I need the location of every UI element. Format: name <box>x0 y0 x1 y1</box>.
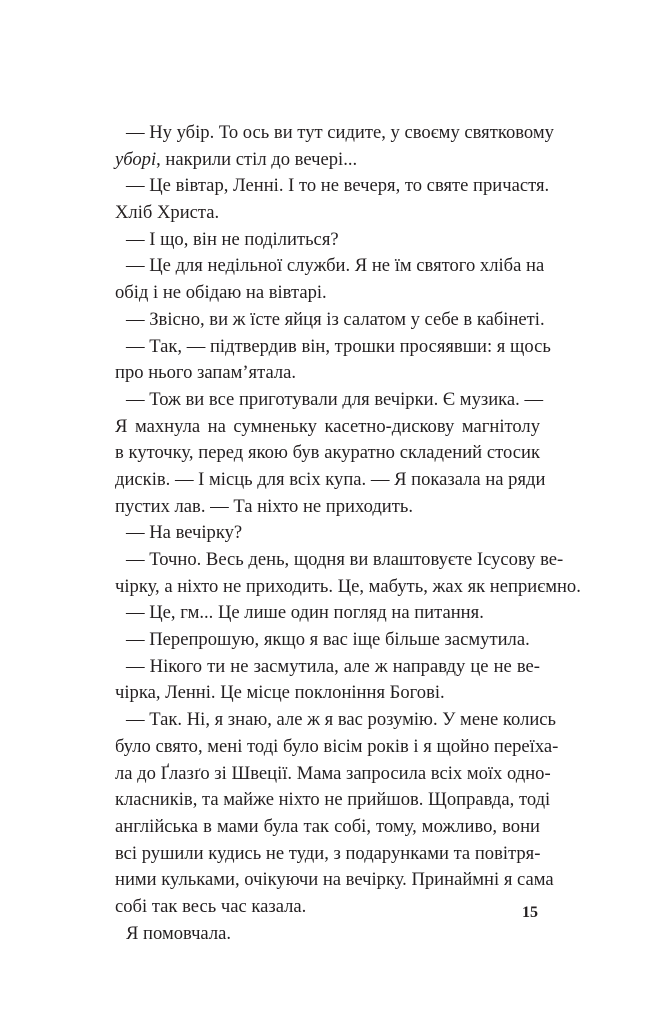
text-line: — Перепрошую, якщо я вас іще більше засмутила. <box>126 629 530 651</box>
text-line: в куточку, перед якою був акуратно складений стосик <box>115 442 540 464</box>
page-body-text <box>115 120 581 947</box>
text-line: — Це вівтар, Ленні. І то не вечеря, то святе причастя. <box>126 175 550 197</box>
text-line: класників, та майже ніхто не прийшов. Щоправда, тоді <box>115 789 551 811</box>
text-line: пустих лав. — Та ніхто не приходить. <box>115 495 414 517</box>
text-line: Я помовчала. <box>126 922 232 944</box>
text-line: собі так весь час казала. <box>115 895 307 917</box>
text-line: — Ну убір. То ось ви тут сидите, у своєму святковому <box>126 122 554 143</box>
text-line: — Тож ви все приготували для вечірки. Є музика. — <box>126 388 544 410</box>
text-line: — Нікого ти не засмутила, але ж направду це не ве- <box>126 655 540 677</box>
text-line: ла до Ґлазґо зі Швеції. Мама запросила всіх моїх одно- <box>115 762 551 784</box>
text-line: — Точно. Весь день, щодня ви влаштовуєте Ісусову ве- <box>126 549 564 570</box>
text-line: Я махнула на сумненьку касетно-дискову магнітолу <box>115 415 540 437</box>
text-line: — Це для недільної служби. Я не їм святого хліба на <box>126 255 545 277</box>
text-line: дисків. — І місць для всіх купа. — Я показала на ряди <box>115 468 546 490</box>
text-line: — Це, гм... Це лише один погляд на питання. <box>126 602 484 624</box>
text-line: — На вечірку? <box>126 522 243 544</box>
text-line: про нього запам’ятала. <box>115 362 297 384</box>
text-line: англійська в мами була так собі, тому, можливо, вони <box>115 815 540 837</box>
text-line: — Так, — підтвердив він, трошки просяявши: я щось <box>126 335 551 357</box>
text-line: Хліб Христа. <box>115 202 220 224</box>
text-line: обід і не обідаю на вівтарі. <box>115 282 327 304</box>
text-line: всі рушили кудись не туди, з подарунками та повітря- <box>115 842 541 864</box>
text-line <box>115 147 540 174</box>
text-line: — Звісно, ви ж їсте яйця із салатом у себе в кабінеті. <box>126 308 545 330</box>
page-number: 15 <box>522 904 538 921</box>
text-line: було свято, мені тоді було вісім років і я щойно переїха- <box>115 735 559 757</box>
text-fragment: , накрили стіл до вечері... <box>156 148 358 170</box>
text-line: чірка, Ленні. Це місце поклоніння Богові. <box>115 682 445 704</box>
text-line: ними кульками, очікуючи на вечірку. Принаймні я сама <box>115 869 554 891</box>
text-line: чірку, а ніхто не приходить. Це, мабуть, жах як неприємно. <box>115 575 581 597</box>
italic-word: уборі <box>115 148 157 170</box>
text-line: — Так. Ні, я знаю, але ж я вас розумію. У мене колись <box>126 709 557 731</box>
text-line: — І що, він не поділиться? <box>126 228 339 250</box>
